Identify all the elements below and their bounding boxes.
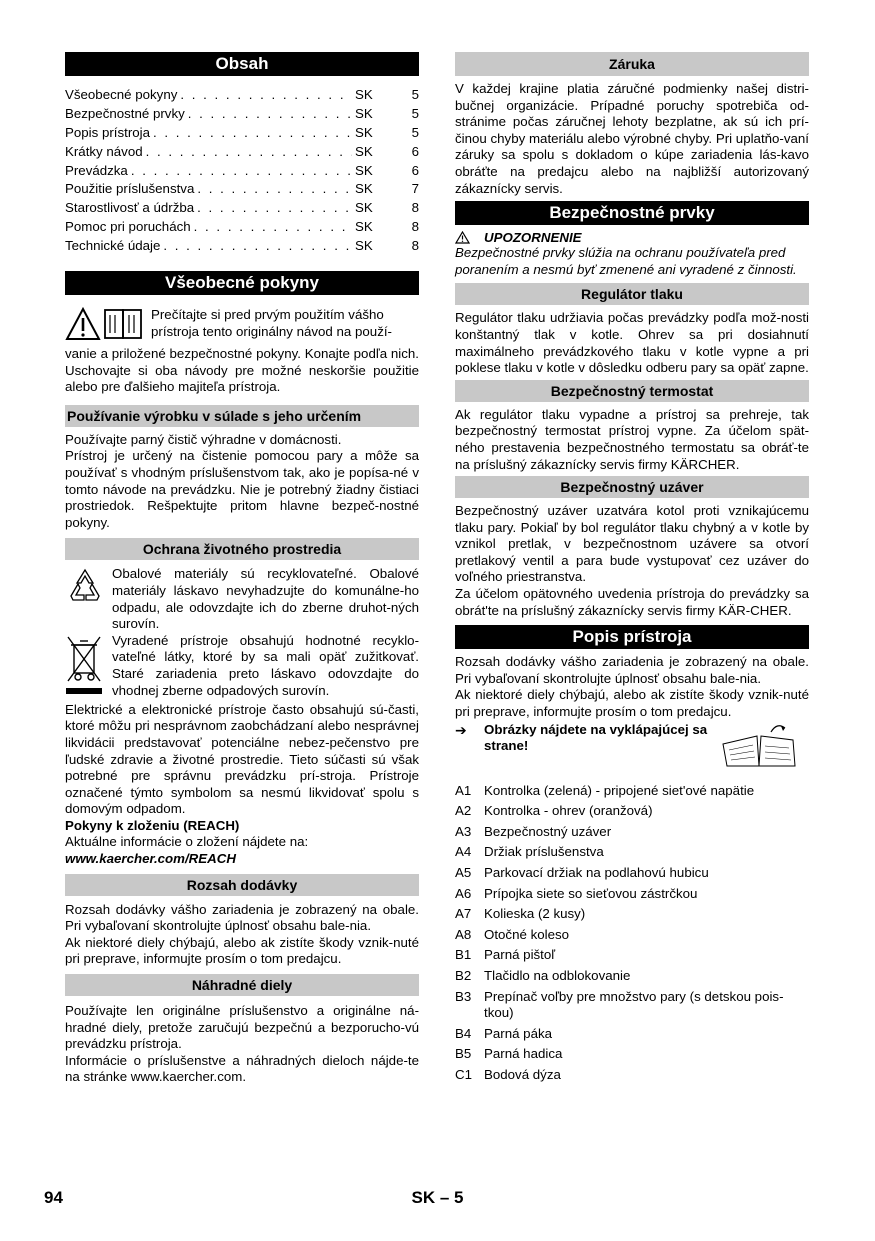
reach-text: Aktuálne informácie o zložení nájdete na:	[65, 834, 309, 850]
spare-heading: Náhradné diely	[65, 974, 419, 996]
part-item: B1 Parná pištoľ	[455, 947, 556, 963]
safety-section	[455, 230, 809, 278]
section-label: SK – 5	[411, 1188, 464, 1207]
arrow-right-icon: ➔	[455, 721, 467, 738]
part-item: C1 Bodová dýza	[455, 1066, 561, 1082]
environment-section	[65, 566, 419, 867]
lock-text2: Za účelom opätovného uvedenia prístroja do prevádzky sa obrát'te na príslušný zákaznícky servis firmy KÄR-CHER.	[455, 586, 809, 618]
toc-entry[interactable]: Bezpečnostné prvky . . . SK 5	[65, 105, 419, 124]
general-section	[65, 307, 419, 396]
scope-p1: Rozsah dodávky vášho zariadenia je zobrazený na obale. Pri vybaľovaní skontrolujte úplnosť obsahu bale-nia.	[65, 901, 419, 934]
part-item: A5 Parkovací držiak na podlahovú hubicu	[455, 865, 709, 880]
usage-p1: Používajte parný čistič výhradne v domácnosti.	[65, 431, 342, 447]
description-heading: Popis prístroja	[455, 625, 809, 649]
pressure-text: Regulátor tlaku udržiavia počas prevádzky podľa mož-nosti konštantný tlak v kotle. Ohrev sa pri dosiahnutí maximálneho prevádzkového tlaku v kotle vypne a pri poklese tlaku v kotle v dôsledku odberu pary sa opäť zapne.	[455, 310, 809, 376]
warning-label: UPOZORNENIE	[484, 230, 582, 246]
thermostat-text: Ak regulátor tlaku vypadne a prístroj sa prehreje, tak bezpečnostný termostat prístroj vypne. Za účelom spät-ného prestavenia bezpečnostného termostatu sa obráť-te na príslušný zákaznícky servis firmy KÄRCHER.	[455, 406, 809, 472]
warning-text: Bezpečnostné prvky slúžia na ochranu používateľa pred poranením a nesmú byť zmenené ani vyradené z činnosti.	[455, 245, 797, 277]
left-column	[65, 52, 419, 1086]
part-item: A7 Kolieska (2 kusy)	[455, 906, 586, 922]
part-item: A4 Držiak príslušenstva	[455, 844, 604, 860]
parts-list-c	[455, 1067, 809, 1084]
usage-heading: Používanie výrobku v súlade s jeho určením	[65, 405, 419, 427]
part-item: B3 Prepínač voľby pre množstvo pary (s detskou pois-tkou)	[455, 988, 784, 1021]
electro-text: Elektrické a elektronické prístroje často obsahujú sú-časti, ktoré môžu pri nesprávnom zaobchádzaní alebo nesprávnej likvidácii predstavovať potenciálne nebez-pečenstvo pre ľudské zdravie a životné prostredie. Tieto súčasti sú však potrebné pre správnu prevádzku prí-stroja. Prístroje označené týmto symbolom sa nesmú likvidovať spolu s domovým odpadom.	[65, 701, 419, 817]
thermostat-section	[455, 407, 809, 473]
part-item: A6 Prípojka siete so sieťovou zástrčkou	[455, 885, 698, 901]
toc-entry[interactable]: Použitie príslušenstva . . . SK 7	[65, 180, 419, 199]
warning-label-row	[455, 230, 809, 245]
general-heading: Všeobecné pokyny	[65, 271, 419, 295]
usage-p2: Prístroj je určený na čistenie pomocou pary a môže sa používať s vhodným príslušenstvom tak, ako je popísa-né v tomto návode na prevádzku. Nie je potrebný žiadny čistiaci prostriedok. Rešpektujte pritom hlavne bezpeč-nostné pokyny.	[65, 448, 419, 530]
environment-heading: Ochrana životného prostredia	[65, 538, 419, 560]
foldout-note	[455, 722, 809, 775]
toc-entry[interactable]: Prevádzka . . . SK 6	[65, 162, 419, 181]
description-section	[455, 654, 809, 1083]
part-item: B5 Parná hadica	[455, 1046, 563, 1062]
open-book-icon	[719, 722, 799, 775]
part-item: B4 Parná páka	[455, 1025, 553, 1041]
reach-title: Pokyny k zloženiu (REACH)	[65, 817, 240, 833]
pressure-section	[455, 310, 809, 376]
lock-heading: Bezpečnostný uzáver	[455, 476, 809, 498]
weee-bin-icon	[65, 633, 112, 702]
parts-list-b	[455, 947, 809, 1063]
toc-entry[interactable]: Technické údaje . . . SK 8	[65, 237, 419, 256]
general-intro-rest: vanie a priložené bezpečnostné pokyny. Konajte podľa nich. Uschovajte si oba návody pre možné neskoršie použitie alebo pre ďalšieho majiteľa prístroja.	[65, 346, 419, 395]
toc-heading: Obsah	[65, 52, 419, 76]
lock-text1: Bezpečnostný uzáver uzatvára kotol proti vznikajúcemu tlaku pary. Pokiaľ by bol regulátor tlaku chybný a v kotle by vznikol pretlak, v bezpečnostnom uzávere sa otvorí pretlakový ventil a para bude vystupovať cez uzáver do voľného priestranstva.	[455, 503, 809, 585]
part-item: A3 Bezpečnostný uzáver	[455, 823, 612, 839]
toc-list	[65, 86, 419, 256]
description-p2: Ak niektoré diely chýbajú, alebo ak zistíte škody vznik-nuté pri preprave, informujte prosím o tom predajcu.	[455, 687, 809, 720]
scope-section	[65, 902, 419, 968]
description-p1: Rozsah dodávky vášho zariadenia je zobrazený na obale. Pri vybaľovaní skontrolujte úplnosť obsahu bale-nia.	[455, 654, 809, 686]
scope-p2: Ak niektoré diely chýbajú, alebo ak zistíte škody vznik-nuté pri preprave, informujte prosím o tom predajcu.	[65, 934, 419, 967]
toc-entry[interactable]: Popis prístroja . . . SK 5	[65, 124, 419, 143]
spare-section	[65, 1003, 419, 1086]
warranty-section	[455, 81, 809, 197]
general-intro-line2: prístroja tento originálny návod na použí-	[151, 323, 392, 339]
lock-section	[455, 503, 809, 619]
spare-p2: Informácie o príslušenstve a náhradných dieloch nájde-te na stránke www.kaercher.com.	[65, 1052, 419, 1085]
recycle-icon	[65, 566, 112, 632]
spare-p1: Používajte len originálne príslušenstvo a originálne ná-hradné diely, pretože zaručujú bezpečnú a bezporucho-vú prevádzku prístroja.	[65, 1003, 419, 1052]
warning-manual-icon	[65, 307, 145, 346]
general-intro-line1: Prečítajte si pred prvým použitím vášho	[151, 307, 384, 323]
warning-triangle-icon	[455, 231, 470, 244]
parts-list-a	[455, 783, 809, 944]
part-item: A8 Otočné koleso	[455, 926, 570, 942]
weee-text: Vyradené prístroje obsahujú hodnotné recyklo-vateľné látky, ktoré by sa mali opäť zužitkovať. Staré zariadenia preto láskavo odovzdajte do vhodnej zberne odpadových surovín.	[112, 632, 419, 698]
toc-entry[interactable]: Starostlivosť a údržba . . . SK 8	[65, 199, 419, 218]
safety-heading: Bezpečnostné prvky	[455, 201, 809, 225]
foldout-note-text: Obrázky nájdete na vyklápajúcej sa strane!	[484, 721, 708, 754]
page-number: 94	[44, 1188, 63, 1207]
usage-section	[65, 432, 419, 532]
part-item: A1 Kontrolka (zelená) - pripojené siet'ové napätie	[455, 782, 755, 798]
part-item: A2 Kontrolka - ohrev (oranžová)	[455, 803, 653, 819]
reach-link[interactable]: www.kaercher.com/REACH	[65, 851, 236, 867]
scope-heading: Rozsah dodávky	[65, 874, 419, 896]
toc-entry[interactable]: Všeobecné pokyny . . . SK 5	[65, 86, 419, 105]
warranty-heading: Záruka	[455, 52, 809, 76]
pressure-heading: Regulátor tlaku	[455, 283, 809, 305]
toc-entry[interactable]: Krátky návod . . . SK 6	[65, 143, 419, 162]
thermostat-heading: Bezpečnostný termostat	[455, 380, 809, 402]
recycle-text: Obalové materiály sú recyklovateľné. Obalové materiály láskavo nevyhadzujte do komunálne-ho odpadu, ale odovzdajte ich do zberne druhot-ných surovín.	[112, 566, 419, 632]
right-column	[455, 52, 809, 1084]
part-item: B2 Tlačidlo na odblokovanie	[455, 967, 631, 983]
warranty-p1: V každej krajine platia záručné podmienky našej distri-bučnej organizácie. Prípadné poruchy spotrebiča od-stránime počas záručnej lehoty bezplatne, ak sú ich prí-činou chyby materiálu alebo výrobné chyby. Pri uplatňo-vaní záruky sa spolu s dokladom o kúpe zariadenia lás-kavo obráťte na predajcu alebo na najbližší autorizovaný zákaznícky servis.	[455, 81, 809, 196]
toc-entry[interactable]: Pomoc pri poruchách . . . SK 8	[65, 218, 419, 237]
